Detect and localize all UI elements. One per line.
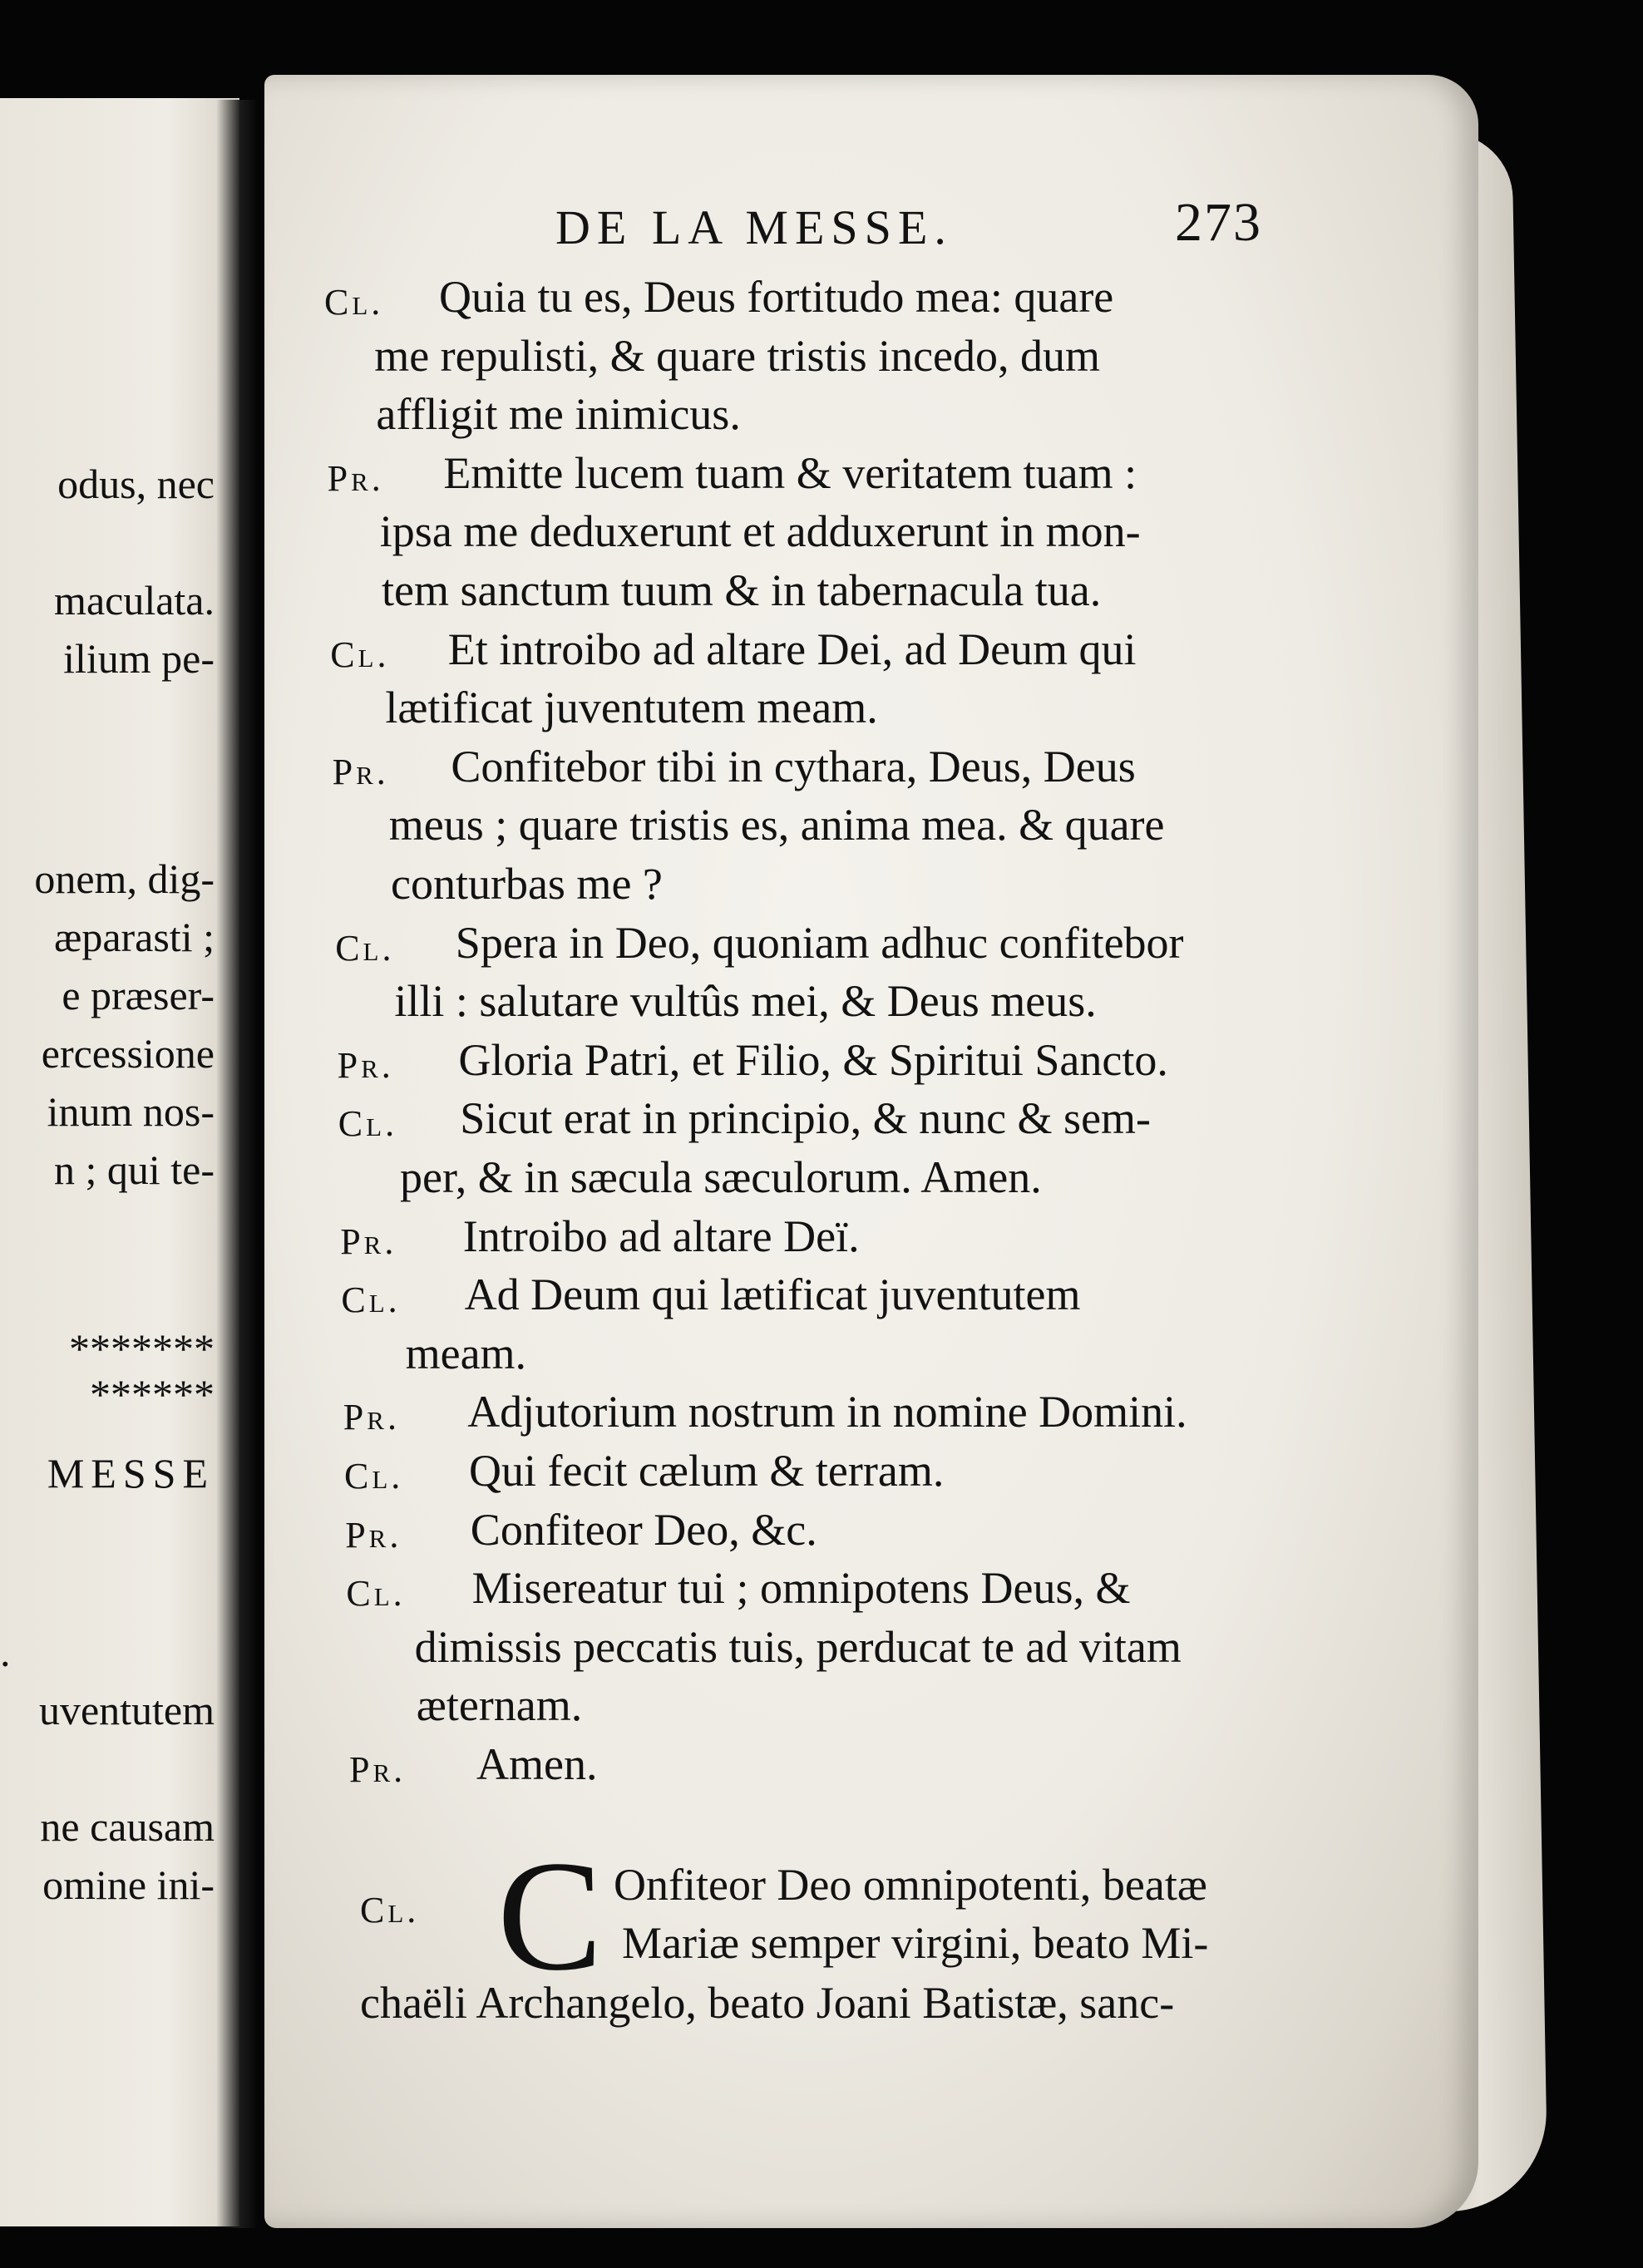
speaker-label: Cl. xyxy=(360,1890,420,1930)
dialogue-continuation: illi : salutare vultûs mei, & Deus meus. xyxy=(394,976,1097,1026)
confiteor-line: chaëli Archangelo, beato Joani Batistæ, sanc- xyxy=(360,1978,1175,2028)
speaker-label: Cl. xyxy=(338,1103,398,1144)
left-text-line: maculata. xyxy=(54,577,215,624)
confiteor-line: Onfiteor Deo omnipotenti, beatæ xyxy=(614,1860,1207,1910)
dialogue-continuation: æternam. xyxy=(416,1680,583,1730)
dialogue-line: Confiteor Deo, &c. xyxy=(470,1505,817,1555)
left-text-line: e præser- xyxy=(62,972,215,1018)
confiteor-line: Mariæ semper virgini, beato Mi- xyxy=(622,1918,1209,1968)
left-heading: MESSE xyxy=(47,1450,215,1496)
left-page-fragment xyxy=(0,98,239,2226)
left-text-line: n ; qui te- xyxy=(53,1146,215,1193)
dialogue-line: Amen. xyxy=(476,1739,598,1789)
speaker-label: Pr. xyxy=(332,752,389,792)
dialogue-continuation: ipsa me deduxerunt et adduxerunt in mon- xyxy=(379,506,1141,556)
left-text-line: omine ini- xyxy=(42,1861,215,1908)
book-gutter xyxy=(216,100,258,2228)
book-page xyxy=(264,75,1478,2228)
running-header: DE LA MESSE. xyxy=(555,200,953,254)
speaker-label: Cl. xyxy=(341,1279,401,1320)
dialogue-line: Emitte lucem tuam & veritatem tuam : xyxy=(443,448,1137,498)
speaker-label: Cl. xyxy=(344,1456,404,1496)
speaker-label: Cl. xyxy=(335,928,395,969)
speaker-label: Pr. xyxy=(340,1221,397,1262)
dialogue-line: Confitebor tibi in cythara, Deus, Deus xyxy=(451,742,1136,791)
dialogue-continuation: meus ; quare tristis es, anima mea. & quare xyxy=(388,800,1165,850)
speaker-label: Cl. xyxy=(324,282,384,323)
speaker-label: Pr. xyxy=(337,1045,394,1086)
left-text-line: ne causam xyxy=(40,1803,215,1850)
dialogue-line: Spera in Deo, quoniam adhuc confitebor xyxy=(455,918,1184,968)
page-number: 273 xyxy=(1175,192,1262,253)
dialogue-line: Quia tu es, Deus fortitudo mea: quare xyxy=(439,272,1114,322)
speaker-label: Pr. xyxy=(349,1749,407,1790)
dialogue-continuation: affligit me inimicus. xyxy=(376,389,741,439)
dialogue-continuation: lætificat juventutem meam. xyxy=(385,683,878,732)
speaker-label: Cl. xyxy=(346,1573,406,1614)
drop-cap: C xyxy=(497,1829,603,2004)
speaker-label: Pr. xyxy=(343,1397,400,1437)
dialogue-continuation: per, & in sæcula sæculorum. Amen. xyxy=(400,1152,1042,1202)
dialogue-continuation: me repulisti, & quare tristis incedo, dum xyxy=(374,331,1101,381)
dialogue-line: Adjutorium nostrum in nomine Domini. xyxy=(467,1387,1187,1437)
left-ornament-row: ****** xyxy=(90,1371,215,1418)
speaker-label: Cl. xyxy=(330,634,390,675)
left-text-line: ilium pe- xyxy=(63,635,215,682)
dialogue-continuation: meam. xyxy=(405,1329,527,1378)
left-text-line: . xyxy=(0,1629,11,1675)
dialogue-line: Sicut erat in principio, & nunc & sem- xyxy=(460,1093,1152,1143)
dialogue-line: Ad Deum qui lætificat juventutem xyxy=(464,1270,1081,1319)
speaker-label: Pr. xyxy=(345,1515,402,1556)
left-text-line: uventutem xyxy=(38,1687,215,1733)
dialogue-continuation: tem sanctum tuum & in tabernacula tua. xyxy=(382,565,1102,615)
speaker-label: Pr. xyxy=(327,458,384,499)
dialogue-continuation: dimissis peccatis tuis, perducat te ad vitam xyxy=(414,1622,1182,1672)
left-text-line: æparasti ; xyxy=(53,914,215,960)
dialogue-line: Introibo ad altare Deï. xyxy=(462,1211,860,1261)
dialogue-continuation: conturbas me ? xyxy=(391,859,663,909)
left-text-line: ercessione xyxy=(41,1030,215,1077)
left-text-line: inum nos- xyxy=(47,1088,215,1135)
dialogue-line: Gloria Patri, et Filio, & Spiritui Sancto. xyxy=(458,1035,1168,1085)
dialogue-line: Misereatur tui ; omnipotens Deus, & xyxy=(471,1563,1131,1613)
left-text-line: odus, nec xyxy=(57,461,215,507)
dialogue-line: Qui fecit cælum & terram. xyxy=(469,1446,945,1496)
left-text-line: onem, dig- xyxy=(34,855,215,902)
dialogue-line: Et introibo ad altare Dei, ad Deum qui xyxy=(447,624,1137,674)
left-ornament-row: ******* xyxy=(69,1325,215,1372)
